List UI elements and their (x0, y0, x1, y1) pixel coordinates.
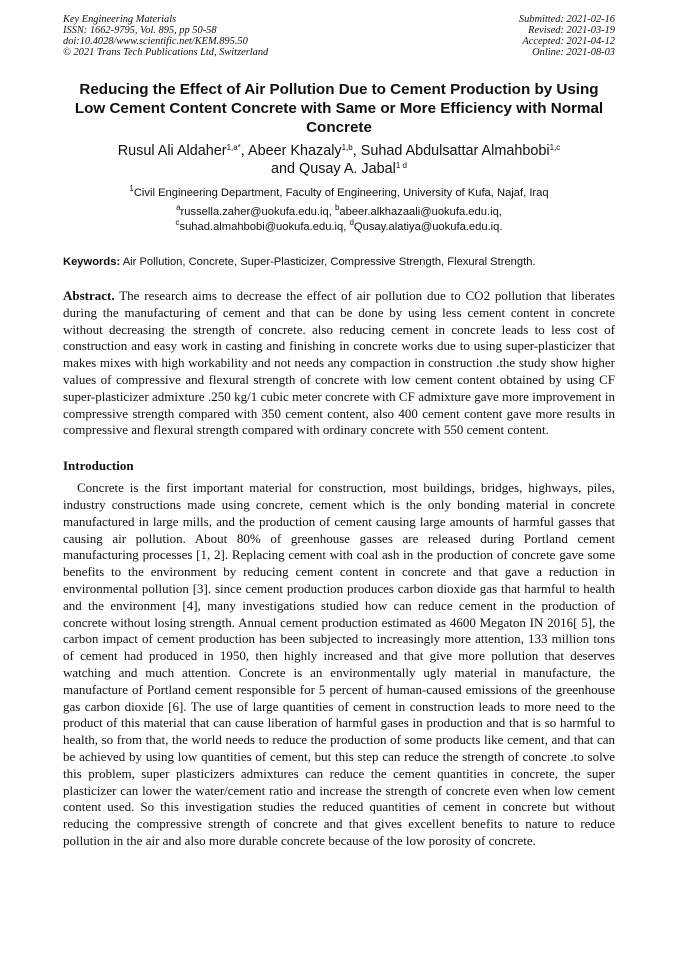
abstract-text: The research aims to decrease the effect of air pollution due to CO2 pollution that liberates during the manufacturing of cement and that can be done by using less cement content in concrete without decreasing the strength of concrete. also reducing cement in concrete leads to less cost of construction and easy work in casting and finishing in concrete works due to using super-plasticizer that makes mixes with high workability and not needs any compaction in construction .the study show higher values of compressive and flexural strength of concrete with low cement content obtained by using CF super-plasticizer admixture .250 kg/1 cubic meter concrete with CF admixture gave more improvement in compressive strength compared with 350 cement content, also 400 cement content gave more results in compressive and flexural strength compared with ordinary concrete with 550 cement content. (63, 288, 615, 438)
email-link[interactable]: russella.zaher@uokufa.edu.iq, (180, 206, 335, 218)
author-list (63, 142, 615, 178)
affiliation-text: Civil Engineering Department, Faculty of Engineering, University of Kufa, Najaf, Iraq (133, 187, 549, 199)
author-name: Abeer Khazaly (248, 143, 342, 159)
author-name: Rusul Ali Aldaher (117, 143, 227, 159)
journal-issn: ISSN: 1662-9795, Vol. 895, pp 50-58 (63, 25, 217, 36)
author-superscript: 1 d (395, 161, 407, 170)
author-name: Suhad Abdulsattar Almahbobi (360, 143, 550, 159)
introduction-paragraph: Concrete is the first important material for construction, most buildings, bridges, highways, piles, industry constructions made using concrete, cement which is the only bonding material in concrete manufactured in large mills, and the production of cement causing large amounts of harmful gasses that causing air pollution. About 80% of greenhouse gasses are released during Portland cement manufacturing processes [1, 2]. Replacing cement with coal ash in the production of concrete gave some benefits to the environment by reducing cement content in concrete and that gave a reduction in environmental pollution [3]. since cement production produces carbon dioxide gas that harmful to health and the environment [4], many investigations studied how can reduce cement in the production of concrete without losing strength. Annual cement production estimated as 4600 Megaton IN 2016[ 5], the carbon impact of cement production has been subjected to increasingly more attention, 133 million tons of cement had produced in 1950, then highly increased and that give more pollution that deserves watching and much attention. Concrete is an environmentally ugly material in manufacture, the manufacture of Portland cement responsible for 5 percent of human-caused emissions of the greenhouse gas carbon dioxide [6]. The use of large quantities of cement in construction leads to more need to the product of this material that can cause liberation of harmful gases in production and that is so harmful to health, so from that, the world needs to reduce the production of some products like cement, and that can be achieved by using low quantities of cement, but this step can reduce the strength of concrete .to solve this problem, super plasticizers admixtures can reduce the cement quantities in concrete, the super plasticizer can lower the water/cement ratio and increase the strength of concrete even when low cement content used. So this investigation studies the reduced quantities of cement in concrete but without reducing the compressive strength of concrete and that gives excellent benefits to nature to reduce pollution in the air and also more durable concrete because of the low porosity of concrete. (63, 480, 615, 848)
abstract (63, 288, 615, 439)
keywords-label: Keywords: (63, 256, 121, 268)
email-link[interactable]: abeer.alkhazaali@uokufa.edu.iq, (339, 206, 502, 218)
author-superscript: 1,b (341, 143, 353, 152)
email-superscript: a (176, 203, 181, 212)
affiliation-superscript: 1 (129, 184, 134, 193)
author-separator: , (240, 143, 248, 159)
email-link[interactable]: Qusay.alatiya@uokufa.edu.iq. (353, 221, 503, 233)
email-superscript: c (175, 218, 180, 227)
section-heading-introduction: Introduction (63, 458, 134, 474)
date-revised: Revised: 2021-03-19 (528, 25, 615, 36)
journal-doi[interactable]: doi:10.4028/www.scientific.net/KEM.895.50 (63, 36, 248, 47)
email-superscript: d (349, 218, 354, 227)
publication-dates (519, 14, 615, 58)
author-superscript: 1,a* (226, 143, 241, 152)
paper-page (63, 14, 615, 850)
email-superscript: b (334, 203, 340, 212)
journal-header (63, 14, 615, 58)
date-submitted: Submitted: 2021-02-16 (518, 14, 615, 25)
author-separator: , (352, 143, 361, 159)
author-superscript: 1,c (549, 143, 561, 152)
keywords-text: Air Pollution, Concrete, Super-Plasticizer, Compressive Strength, Flexural Strength. (120, 256, 536, 268)
keywords (63, 255, 615, 269)
paper-title: Reducing the Effect of Air Pollution Due to Cement Production by Using Low Cement Content Concrete with Same or More Efficiency with Normal Concrete (74, 81, 604, 136)
author-name: and Qusay A. Jabal (271, 161, 396, 177)
journal-info (63, 14, 268, 58)
author-emails (63, 205, 615, 235)
journal-copyright: © 2021 Trans Tech Publications Ltd, Switzerland (63, 47, 269, 58)
journal-name: Key Engineering Materials (63, 14, 177, 25)
affiliation (63, 186, 615, 200)
date-accepted: Accepted: 2021-04-12 (522, 36, 615, 47)
email-link[interactable]: suhad.almahbobi@uokufa.edu.iq, (179, 221, 350, 233)
abstract-label: Abstract. (63, 288, 115, 303)
date-online: Online: 2021-08-03 (532, 47, 615, 58)
